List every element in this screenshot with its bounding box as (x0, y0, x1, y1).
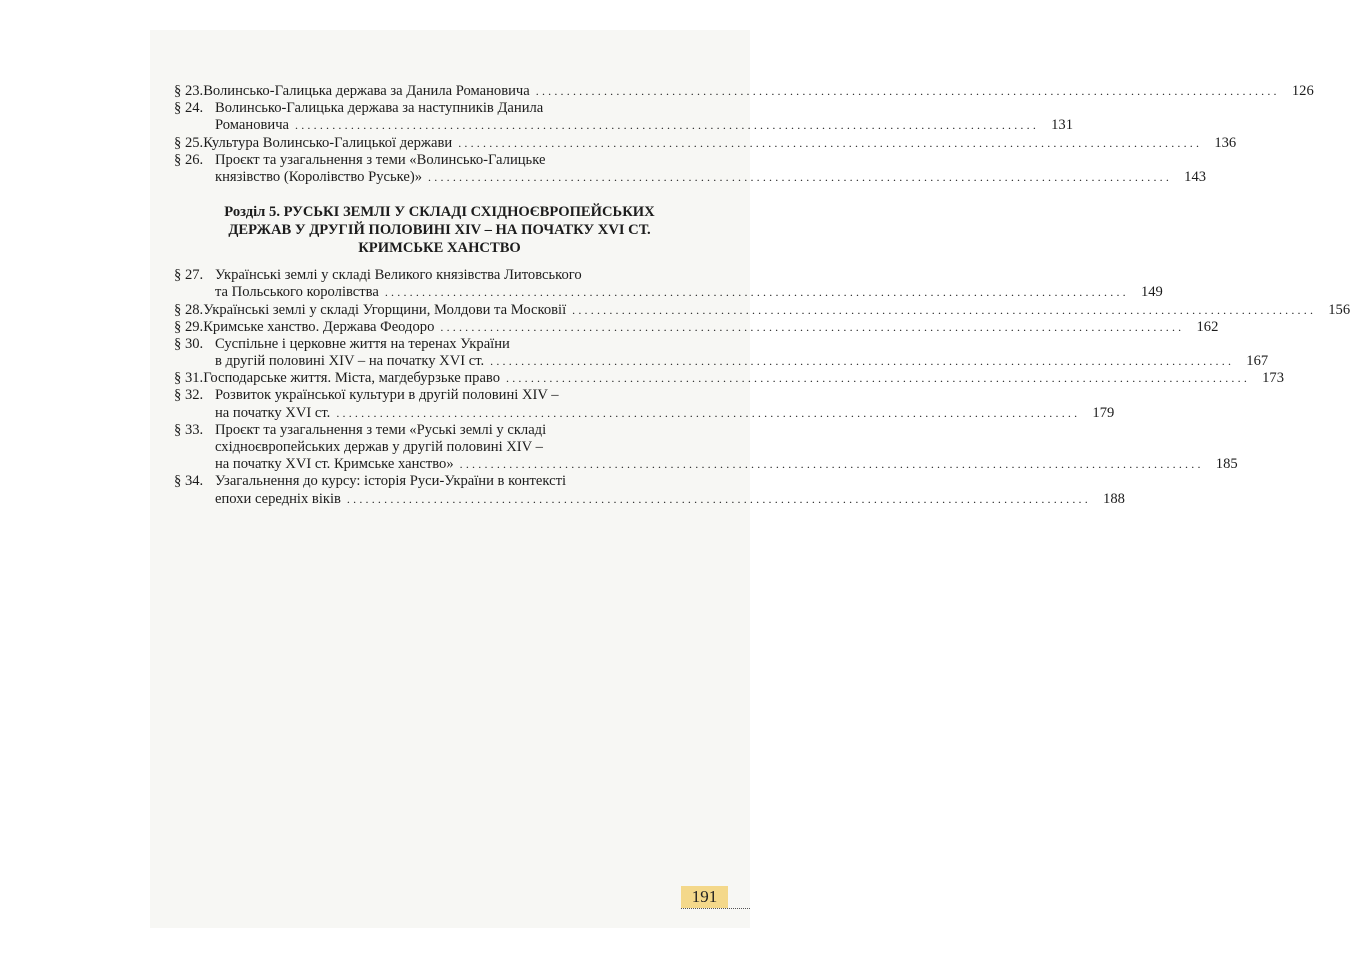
toc-entry-page: 143 (1184, 168, 1207, 185)
toc-entry-line (174, 284, 1163, 301)
dot-leader: ........................................................................................................................ (346, 491, 1091, 506)
toc-entry-line (174, 387, 705, 404)
toc-entry-line (174, 134, 1237, 152)
toc-entry-page: 179 (1092, 404, 1115, 421)
toc-entry-line (174, 439, 705, 456)
toc-entry-title: в другій половині XIV – на початку XVI ст. (215, 353, 485, 370)
dot-leader: ........................................................................................................................ (490, 354, 1235, 369)
toc-entry-line (174, 456, 1238, 473)
toc-entry-title: князівство (Королівство Руське)» (215, 168, 423, 185)
toc-entry-title: та Польського королівства (215, 284, 379, 301)
toc-entry-title: Волинсько-Галицька держава за наступників Данила (215, 100, 544, 117)
page-number-rule (681, 908, 750, 909)
toc-entry (174, 100, 1074, 134)
toc-entry-number: § 24. (174, 100, 204, 117)
toc-entry (174, 370, 1285, 387)
toc-entry-page: 173 (1262, 370, 1285, 387)
toc-entry (174, 134, 1237, 152)
toc-entry-line (174, 404, 1115, 422)
toc-entry-page: 149 (1140, 284, 1163, 301)
toc-entry-number: § 31. (174, 370, 204, 387)
toc-entry-number: § 30. (174, 335, 204, 352)
dot-leader: ........................................................................................................................ (336, 405, 1081, 420)
toc-entry-line (174, 336, 705, 353)
toc-entry-line (174, 318, 1219, 336)
toc-entry-page: 162 (1196, 318, 1219, 335)
toc-entry (174, 267, 1163, 301)
section-heading (174, 203, 705, 257)
toc-entry-title: Узагальнення до курсу: історія Руси-України в контексті (215, 473, 567, 490)
toc-entry-number: § 33. (174, 421, 204, 438)
dot-leader: ........................................................................................................................ (506, 371, 1251, 386)
toc-entry (174, 318, 1219, 336)
toc-entry-title: Суспільне і церковне життя на теренах України (215, 335, 510, 352)
toc-entry-line (174, 473, 705, 490)
toc-entry-line (174, 422, 705, 439)
dot-leader: ........................................................................................................................ (428, 169, 1173, 184)
toc-entry (174, 387, 1115, 421)
toc-entry (174, 83, 1314, 100)
toc-entry-line (174, 152, 705, 169)
toc-entry-page: 167 (1246, 353, 1269, 370)
toc-entry-title: Господарське життя. Міста, магдебурзьке право (203, 370, 501, 387)
toc-entry-title: Романовича (215, 117, 290, 134)
toc-entry-title: Проєкт та узагальнення з теми «Руські землі у складі (215, 421, 547, 438)
toc-entry-page: 188 (1103, 490, 1125, 507)
dot-leader: ........................................................................................................................ (295, 118, 1040, 133)
toc-entry (174, 151, 1207, 186)
toc-entry-page: 136 (1214, 134, 1237, 151)
toc-entry-number: § 29. (174, 318, 204, 335)
section-heading-line: Розділ 5. РУСЬКІ ЗЕМЛІ У СКЛАДІ СХІДНОЄВРОПЕЙСЬКИХ (224, 204, 655, 221)
toc-entry-number: § 25. (174, 134, 204, 151)
toc-entry-title: Проєкт та узагальнення з теми «Волинсько-Галицьке (215, 151, 546, 168)
toc-entry (174, 473, 1125, 507)
toc-entry-page: 185 (1215, 456, 1238, 473)
section-heading-line: ДЕРЖАВ У ДРУГІЙ ПОЛОВИНІ XIV – НА ПОЧАТКУ XVI СТ. (228, 222, 651, 239)
page-number-badge: 191 (681, 886, 728, 908)
toc-entries-group (174, 267, 1350, 508)
toc-entry-page: 131 (1051, 117, 1074, 134)
toc-entry-title: епохи середніх віків (215, 490, 341, 507)
toc-entry-page: 126 (1291, 83, 1314, 99)
toc-entry-title: Волинсько-Галицька держава за Данила Романовича (203, 83, 530, 99)
toc-entry-number: § 23. (174, 83, 204, 99)
toc-entry (174, 421, 1238, 474)
toc-entry-title: східноєвропейських держав у другій половині XIV – (215, 439, 543, 455)
toc-entry-line (174, 100, 705, 117)
table-of-contents (174, 83, 1350, 508)
toc-entry-line (174, 168, 1207, 186)
toc-entry-number: § 26. (174, 151, 204, 168)
toc-entry-line (174, 353, 1269, 370)
section-heading-line: КРИМСЬКЕ ХАНСТВО (358, 240, 521, 257)
toc-entry-number: § 28. (174, 301, 204, 318)
toc-entry-title: на початку XVI ст. Кримське ханство» (215, 456, 454, 473)
toc-entry-line (174, 267, 705, 284)
dot-leader: ........................................................................................................................ (440, 319, 1185, 334)
toc-entry-number: § 32. (174, 387, 204, 404)
dot-leader: ........................................................................................................................ (459, 457, 1204, 472)
dot-leader: ........................................................................................................................ (384, 285, 1129, 300)
dot-leader: ........................................................................................................................ (535, 84, 1280, 98)
toc-entry-number: § 27. (174, 267, 204, 284)
dot-leader: ........................................................................................................................ (458, 135, 1203, 150)
toc-entry-line (174, 490, 1125, 508)
toc-entry-title: Культура Волинсько-Галицької держави (203, 134, 453, 151)
toc-entry-page: 156 (1328, 301, 1350, 318)
toc-entry-line (174, 83, 1314, 100)
toc-entry-title: Українські землі у складі Угорщини, Молдови та Московії (203, 301, 567, 318)
toc-entry-line (174, 117, 1074, 134)
toc-entry-number: § 34. (174, 473, 204, 490)
toc-entry-line (174, 301, 1350, 319)
toc-entry-title: на початку XVI ст. (215, 404, 331, 421)
toc-entries-group (174, 83, 1314, 186)
dot-leader: ........................................................................................................................ (572, 302, 1317, 317)
toc-entry-title: Розвиток української культури в другій половині XIV – (215, 387, 559, 404)
toc-entry-title: Українські землі у складі Великого князівства Литовського (215, 267, 582, 284)
toc-entry (174, 301, 1350, 319)
toc-entry (174, 335, 1269, 370)
toc-entry-line (174, 370, 1285, 387)
toc-entry-title: Кримське ханство. Держава Феодоро (203, 318, 435, 335)
